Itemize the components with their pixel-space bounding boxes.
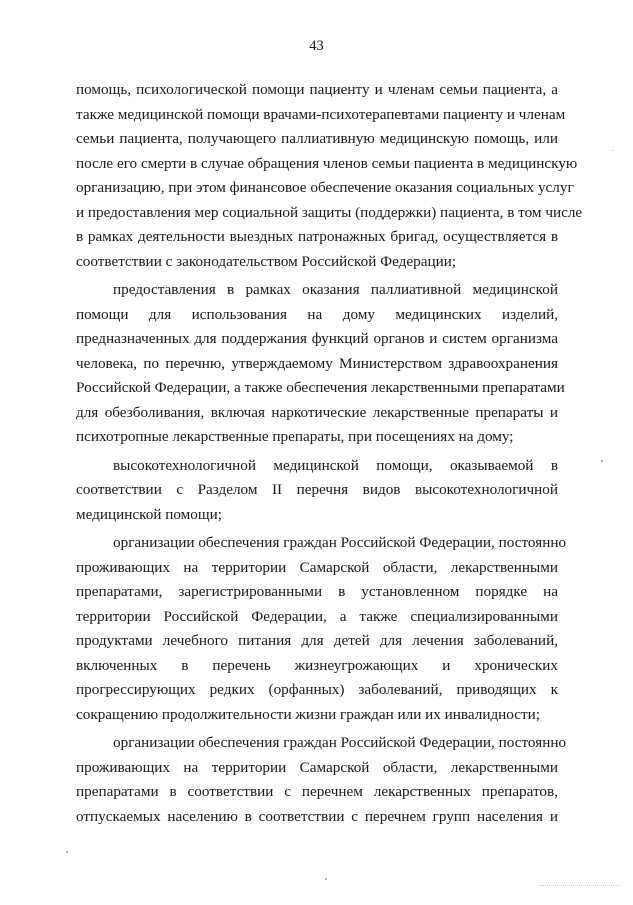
page-number: 43	[309, 38, 324, 54]
scan-edge-marks	[540, 885, 620, 892]
scan-speck	[325, 878, 327, 880]
text-line: препаратами в соответствии с перечнем лекарственных препаратов,	[76, 783, 558, 800]
text-line: помощи для использования на дому медицинских изделий,	[76, 305, 558, 323]
text-line: после его смерти в случае обращения членов семьи пациента в медицинскую	[76, 154, 578, 172]
paragraph-2	[76, 278, 565, 450]
text-line: соответствии с Разделом II перечня видов высокотехнологичной	[76, 481, 558, 498]
text-line: сокращению продолжительности жизни граждан или их инвалидности;	[76, 705, 540, 723]
text-line: включенных в перечень жизнеугрожающих и хронических	[76, 656, 558, 674]
paragraph-3	[76, 454, 558, 528]
text-line: препаратами, зарегистрированными в установленном порядке на	[76, 583, 558, 600]
text-line: территории Российской Федерации, а также специализированными	[76, 607, 558, 625]
text-line: предоставления в рамках оказания паллиативной медицинской	[113, 281, 558, 298]
text-line: предназначенных для поддержания функций органов и систем организма	[76, 330, 558, 347]
text-line: организации обеспечения граждан Российской Федерации, постоянно	[113, 734, 567, 751]
text-line: соответствии с законодательством Российской Федерации;	[76, 252, 457, 270]
text-line: помощь, психологической помощи пациенту и членам семьи пациента, а	[76, 81, 558, 98]
text-line: организацию, при этом финансовое обеспечение оказания социальных услуг	[76, 179, 574, 196]
document-body	[76, 78, 583, 833]
text-line: отпускаемых населению в соответствии с перечнем групп населения и	[76, 807, 558, 825]
text-line: медицинской помощи;	[76, 505, 222, 523]
scan-speck	[601, 460, 603, 462]
text-line: семьи пациента, получающего паллиативную медицинскую помощь, или	[76, 130, 558, 147]
text-line: человека, по перечню, утверждаемому Министерством здравоохранения	[76, 354, 558, 372]
paragraph-5	[76, 731, 567, 829]
text-line: Российской Федерации, а также обеспечения лекарственными препаратами	[76, 379, 565, 396]
text-line: высокотехнологичной медицинской помощи, оказываемой в	[113, 456, 558, 474]
text-line: проживающих на территории Самарской области, лекарственными	[76, 758, 558, 776]
paragraph-4	[76, 531, 567, 727]
scan-speck	[66, 851, 68, 853]
text-line: прогрессирующих редких (орфанных) заболеваний, приводящих к	[76, 681, 558, 698]
text-line: для обезболивания, включая наркотические лекарственные препараты и	[76, 403, 558, 421]
text-line: продуктами лечебного питания для детей для лечения заболеваний,	[76, 632, 558, 649]
paragraph-1	[76, 78, 583, 274]
text-line: психотропные лекарственные препараты, при посещениях на дому;	[76, 428, 514, 445]
text-line: в рамках деятельности выездных патронажных бригад, осуществляется в	[76, 228, 558, 245]
text-line: также медицинской помощи врачами-психотерапевтами пациенту и членам	[76, 105, 566, 123]
scan-speck	[612, 150, 613, 151]
text-line: организации обеспечения граждан Российской Федерации, постоянно	[113, 534, 567, 551]
text-line: проживающих на территории Самарской области, лекарственными	[76, 558, 558, 576]
text-line: и предоставления мер социальной защиты (поддержки) пациента, в том числе	[76, 203, 583, 221]
